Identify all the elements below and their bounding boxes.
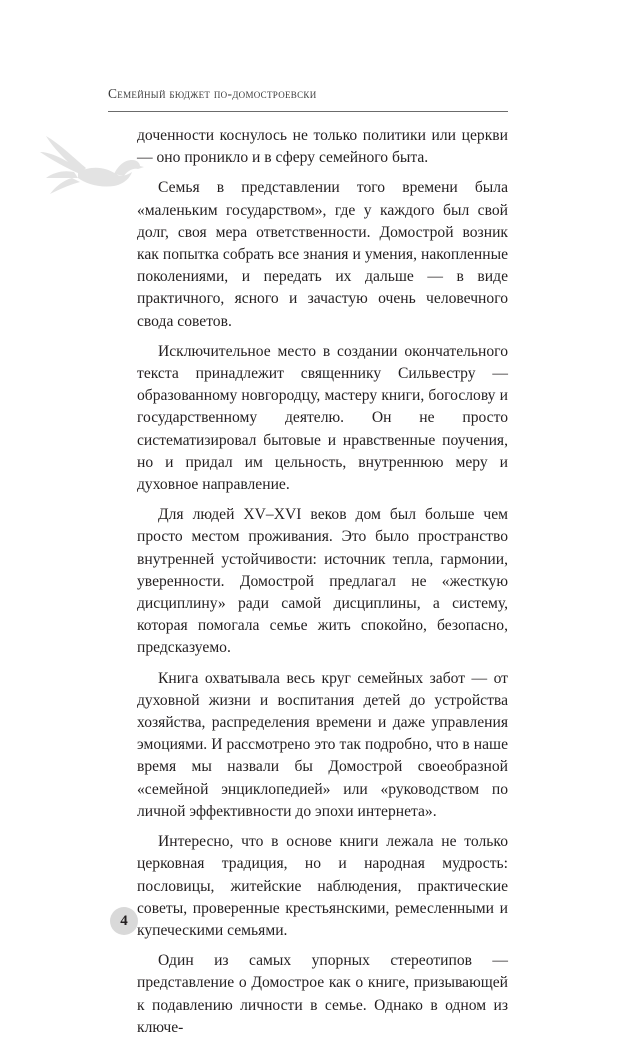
header-rule [108, 111, 508, 112]
bird-icon [34, 122, 144, 200]
running-title: Семейный бюджет по-домостроевски [108, 86, 317, 101]
paragraph: Исключительное место в создании окончательного текста принадлежит священнику Сильвестру — образованному новгородцу, мастеру книги, богослову и государственному деятелю. Он не просто систематизировал бытовые и нравственные поучения, но и придал им цельность, внутреннюю меру и духовное направление. [137, 342, 508, 494]
page-number-badge [110, 907, 138, 935]
body-text [137, 125, 508, 1039]
paragraph: Интересно, что в основе книги лежала не только церковная традиция, но и народная мудрость: пословицы, житейские наблюдения, практические советы, проверенные крестьянскими, ремесленными и купеческими семьями. [137, 833, 508, 939]
page-number: 4 [120, 912, 128, 929]
paragraph: Один из самых упорных стереотипов — представление о Домострое как о книге, призывающей к подавлению личности в семье. Однако в одном из ключе- [137, 952, 508, 1036]
paragraph: Книга охватывала весь круг семейных забот — от духовной жизни и воспитания детей до устройства хозяйства, распределения времени и даже управления эмоциями. И рассмотрено это так подробно, что в наше время мы назвали бы Домострой своеобразной «семейной энциклопедией» или «руководством по личной эффективности до эпохи интернета». [137, 669, 508, 820]
paragraph: доченности коснулось не только политики или церкви — оно проникло и в сферу семейного быта. [137, 127, 508, 167]
paragraph: Семья в представлении того времени была «маленьким государством», где у каждого был свой долг, своя мера ответственности. Домострой возник как попытка собрать все знания и умения, накопленные поколениями, и передать их дальше — в виде практичного, ясного и зачастую очень человечного свода советов. [137, 179, 508, 330]
paragraph: Для людей XV–XVI веков дом был больше чем просто местом проживания. Это было пространство внутренней устойчивости: источник тепла, гармонии, уверенности. Домострой предлагал не «жесткую дисциплину» ради самой дисциплины, а систему, которая помогала семье жить спокойно, безопасно, предсказуемо. [137, 506, 508, 657]
